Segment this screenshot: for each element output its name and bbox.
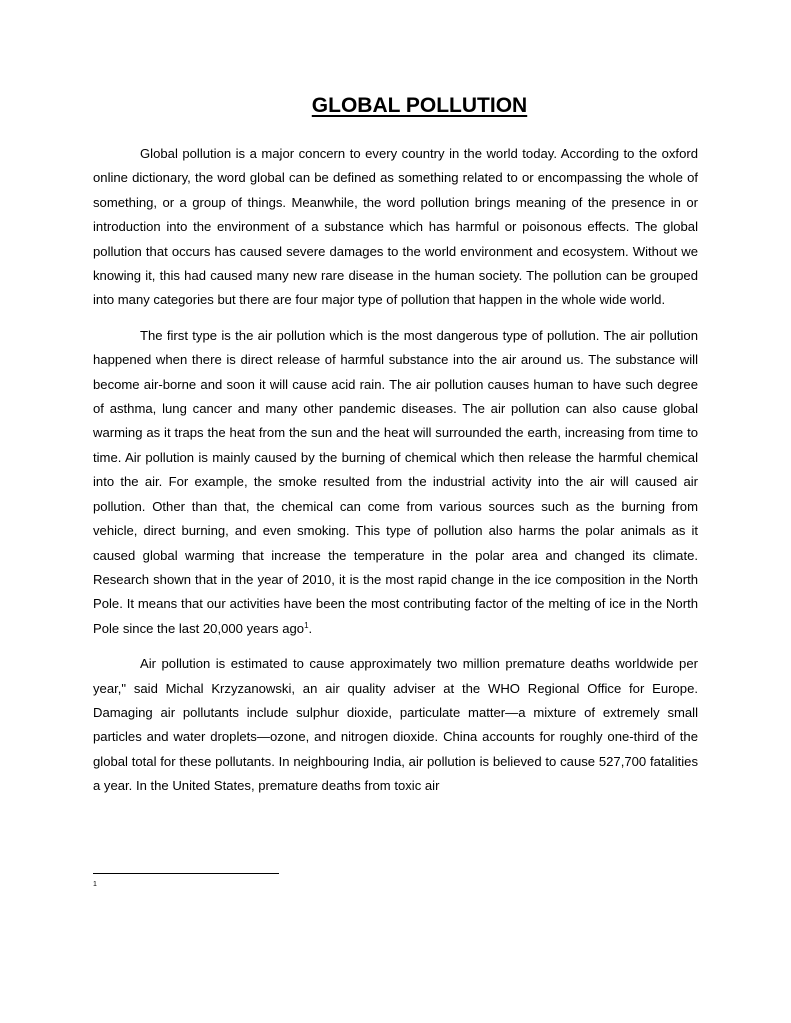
sentence-end-period: . (308, 620, 313, 636)
paragraph-text: Global pollution is a major concern to every country in the world today. According to the oxford online dictionary, the word global can be defined as something related to or encompassing the whole of something, or a group of things. Meanwhile, the word pollution brings meaning of the presence in or introduction into the environment of a substance which has harmful or poisonous effects. The global pollution that occurs has caused severe damages to the world environment and ecosystem. Without we knowing it, this had caused many new rare disease in the human society. The pollution can be grouped into many categories but there are four major type of pollution that happen in the whole wide world. (93, 146, 698, 308)
paragraph-text: Air pollution is estimated to cause approximately two million premature deaths worldwide per year," said Michal Krzyzanowski, an air quality adviser at the WHO Regional Office for Europe. Damaging air pollutants include sulphur dioxide, particulate matter—a mixture of extremely small particles and water droplets—ozone, and nitrogen dioxide. China accounts for roughly one-third of the global total for these pollutants. In neighbouring India, air pollution is believed to cause 527,700 fatalities a year. In the United States, premature deaths from toxic air (93, 656, 698, 794)
paragraph-text: The first type is the air pollution which is the most dangerous type of pollution. The air pollution happened when there is direct release of harmful substance into the air around us. The substance will become air-borne and soon it will cause acid rain. The air pollution causes human to have such degree of asthma, lung cancer and many other pandemic diseases. The air pollution can also cause global warming as it traps the heat from the sun and the heat will surrounded the earth, increasing from time to time. Air pollution is mainly caused by the burning of chemical which then release the harmful chemical into the air. For example, the smoke resulted from the industrial activity into the air will caused air pollution. Other than that, the chemical can come from various sources such as the burning from vehicle, direct burning, and even smoking. This type of pollution also harms the polar animals as it caused global warming that increase the temperature in the polar area and changed its climate. Research shown that in the year of 2010, it is the most rapid change in the ice composition in the North Pole. It means that our activities have been the most contributing factor of the melting of ice in the North Pole since the last 20,000 years ago (93, 327, 698, 636)
document-body (93, 142, 698, 810)
paragraph-introduction (93, 142, 698, 313)
paragraph-air-pollution (93, 324, 698, 641)
footnote-number: 1 (93, 881, 97, 888)
page-title: GLOBAL POLLUTION (311, 94, 528, 117)
footnote-separator (93, 873, 279, 874)
footnote-reference[interactable]: 1 (304, 620, 309, 630)
paragraph-air-pollution-deaths (93, 652, 698, 798)
